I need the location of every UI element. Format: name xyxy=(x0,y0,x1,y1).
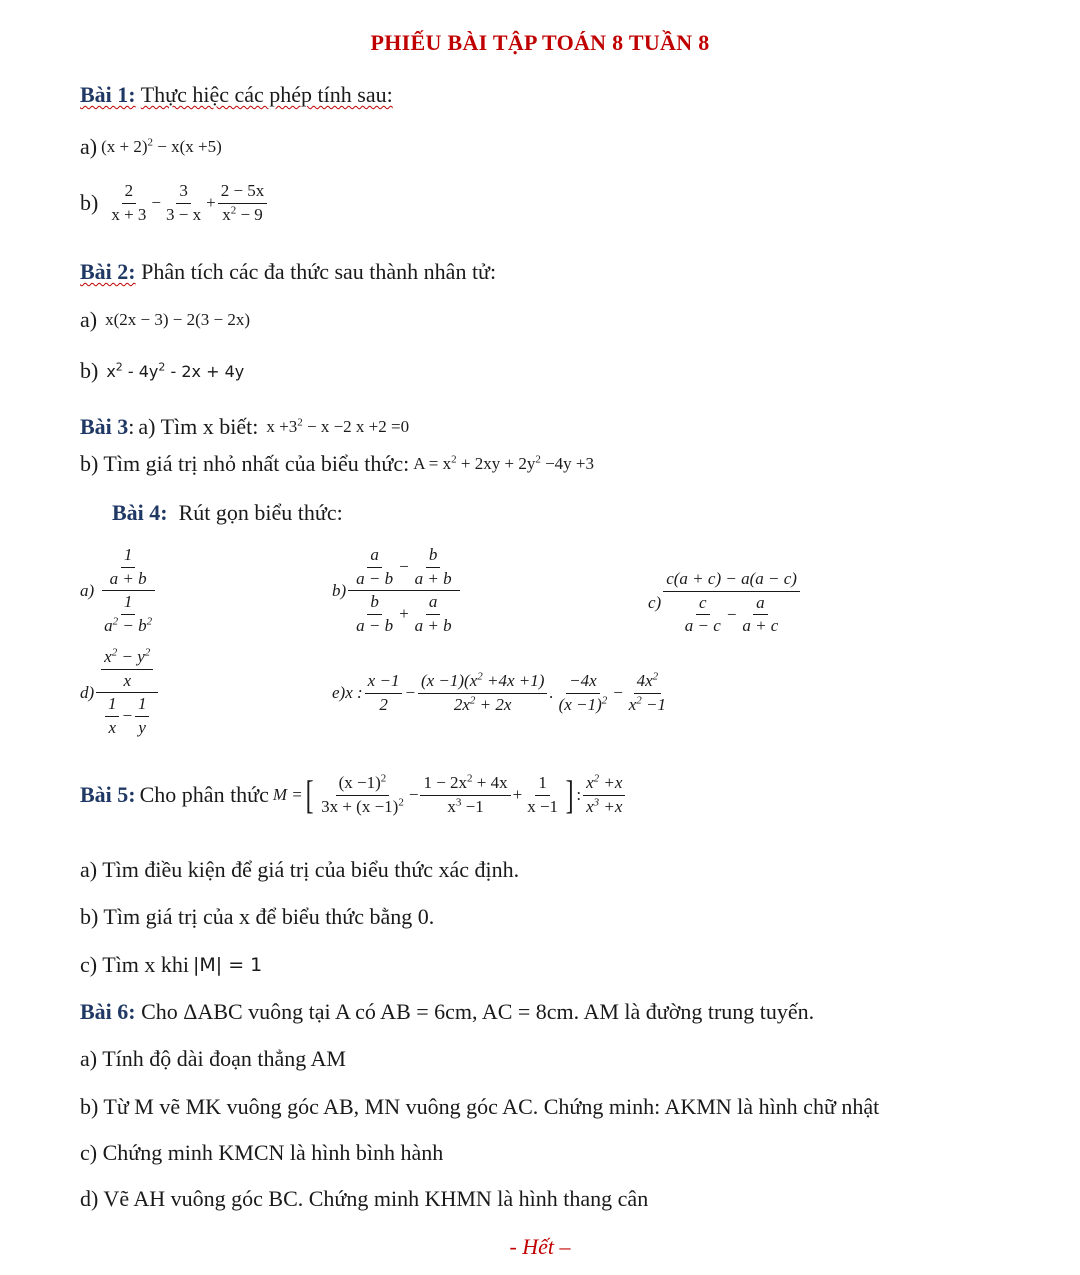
bai1-b: b) $\frac{2}{x + 3}$ − $\frac{3}{3 - x}$ + $\frac{2 - 5x}{x^2 - 9}$ xyxy=(80,182,269,224)
bai5-frac4: $\frac{x^2 +x}{x^3 +x}$ xyxy=(583,774,625,816)
bai5-text: Cho phân thức xyxy=(139,782,269,808)
bai4-label: Bài 4: xyxy=(112,500,168,525)
bai5-frac3: $\frac{1}{x -1}$ xyxy=(527,773,559,816)
bai6-d: d) Vẽ AH vuông góc BC. Chứng minh KHMN là hình thang cân xyxy=(80,1186,649,1211)
bai2-heading xyxy=(80,259,496,285)
bai1-label: Bài 1: xyxy=(80,82,136,107)
bai2-a-expr: x(2x − 3) − 2(3 − 2x) xyxy=(105,310,251,329)
bai6-b: b) Từ M vẽ MK vuông góc AB, MN vuông góc AC. Chứng minh: AKMN là hình chữ nhật xyxy=(80,1094,880,1119)
bai5-c-text: c) Tìm x khi xyxy=(80,952,189,977)
bai1-text: Thực hiệc các phép tính sau: xyxy=(140,82,393,107)
bai4-e-frac4: $\frac{4x^2}{x^2 -1}$ xyxy=(628,670,666,714)
bai4-b: b) $\frac{a}{a - b}$ − $\frac{b}{a + b}$ $\frac{b}{a - b}$ + $\frac{a}{a + b}$ xyxy=(332,546,462,636)
bai5-heading: Bài 5: Cho phân thức M = [ $\frac{(x -1)^2}{3x + (x -1)^2}$ − $\frac{1 - 2x^2 + 4x}{x^3 -1}$ + $\frac{1}{x -1}$ ] : $\frac{x^2 +x}{x^3 +x}$ xyxy=(80,774,627,816)
bai5-frac1: $\frac{(x -1)^2}{3x + (x -1)^2}$ xyxy=(321,772,404,816)
bai4-a-frac: $\frac{\frac{1}{a + b}}{\frac{1}{a^2 - b^2}}$ xyxy=(96,546,160,636)
bai5-c xyxy=(80,952,262,978)
bai4-c: c) c(a + c) − a(a − c) $\frac{c}{a - c}$ − $\frac{a}{a + c}$ xyxy=(648,570,802,636)
bai6-c: c) Chứng minh KMCN là hình bình hành xyxy=(80,1140,444,1165)
bai1-a-prefix: a) xyxy=(80,134,98,159)
bai1-b-frac1: $\frac{2}{x + 3}$ xyxy=(111,181,147,224)
bai4-e-frac1: $\frac{x -1}{2}$ xyxy=(365,672,403,714)
bai3-b-expr: $A = x^2 + 2xy + 2y^2 -4y +3$ xyxy=(413,453,595,473)
bai5-a: a) Tìm điều kiện để giá trị của biểu thức xác định. xyxy=(80,857,520,882)
bai5-label: Bài 5: xyxy=(80,782,136,808)
bai5-c-expr: |M| = 1 xyxy=(192,954,263,976)
bai3-b-text: b) Tìm giá trị nhỏ nhất của biểu thức: xyxy=(80,451,410,476)
bai4-c-frac: c(a + c) − a(a − c) $\frac{c}{a - c}$ − $\frac{a}{a + c}$ xyxy=(663,570,800,636)
bai5-b: b) Tìm giá trị của x để biểu thức bằng 0. xyxy=(80,904,435,929)
bai4-e-frac3: $\frac{-4x}{(x -1)^2}$ xyxy=(558,671,608,714)
bai4-a: a) $\frac{\frac{1}{a + b}}{\frac{1}{a^2 - b^2}}$ xyxy=(80,546,162,636)
bai3-a-text: a) Tìm x biết: xyxy=(138,414,259,439)
right-bracket: ] xyxy=(565,772,574,818)
bai1-heading xyxy=(80,82,393,108)
left-bracket: [ xyxy=(305,772,314,818)
bai3-a: Bài 3 : a) Tìm x biết: $x +3^2 - x -2$ x +2 =0 xyxy=(80,414,410,439)
bai2-b-expr: $x^2 - 4y^2 - 2x + 4y$ xyxy=(106,360,245,381)
bai2-a: a) x(2x − 3) − 2(3 − 2x) xyxy=(80,307,251,332)
bai2-b: b) $x^2 - 4y^2 - 2x + 4y$ xyxy=(80,358,245,383)
bai3-b xyxy=(80,451,594,477)
bai1-a-expr: $(x + 2)^2 - x(x +5)$ xyxy=(101,136,222,156)
bai4-text: Rút gọn biểu thức: xyxy=(178,500,343,525)
bai2-text: Phân tích các đa thức sau thành nhân tử: xyxy=(141,259,497,284)
page-title: PHIẾU BÀI TẬP TOÁN 8 TUẦN 8 xyxy=(370,30,710,55)
bai6-a: a) Tính độ dài đoạn thẳng AM xyxy=(80,1046,346,1071)
bai4-e: e)x : $\frac{x -1}{2}$ − $\frac{(x -1)(x^2 +4x +1)}{2x^2 + 2x}$ . $\frac{-4x}{(x -1)^2}$ − $\frac{4x^2}{x^2 -1}$ xyxy=(332,672,671,714)
bai1-b-prefix: b) xyxy=(80,190,99,216)
bai6-label: Bài 6: xyxy=(80,999,136,1024)
bai4-heading xyxy=(112,500,343,526)
bai5-m-lhs: M = xyxy=(272,785,303,805)
bai4-d-frac: $\frac{x^2 - y^2}{x}$ $\frac{1}{x}$ − $\frac{1}{y}$ xyxy=(96,648,158,738)
bai2-label: Bài 2: xyxy=(80,259,136,284)
bai3-a-expr: $x +3^2 - x -2$ x +2 =0 xyxy=(266,416,410,436)
bai1-b-frac3: $\frac{2 - 5x}{x^2 - 9}$ xyxy=(218,182,268,224)
bai4-e-frac2: $\frac{(x -1)(x^2 +4x +1)}{2x^2 + 2x}$ xyxy=(418,672,547,714)
bai4-d: d) $\frac{x^2 - y^2}{x}$ $\frac{1}{x}$ − $\frac{1}{y}$ xyxy=(80,648,160,738)
bai5-frac2: $\frac{1 - 2x^2 + 4x}{x^3 -1}$ xyxy=(420,774,510,816)
bai6-heading xyxy=(80,999,814,1025)
bai4-b-frac: $\frac{a}{a - b}$ − $\frac{b}{a + b}$ $\frac{b}{a - b}$ + $\frac{a}{a + b}$ xyxy=(348,546,459,636)
bai1-b-frac2: $\frac{3}{3 - x}$ xyxy=(166,181,202,224)
bai1-a xyxy=(80,134,222,160)
footer-end: - Hết – xyxy=(509,1234,571,1259)
bai6-text: Cho ΔABC vuông tại A có AB = 6cm, AC = 8cm. AM là đường trung tuyến. xyxy=(141,999,815,1024)
bai3-label: Bài 3 xyxy=(80,414,129,439)
